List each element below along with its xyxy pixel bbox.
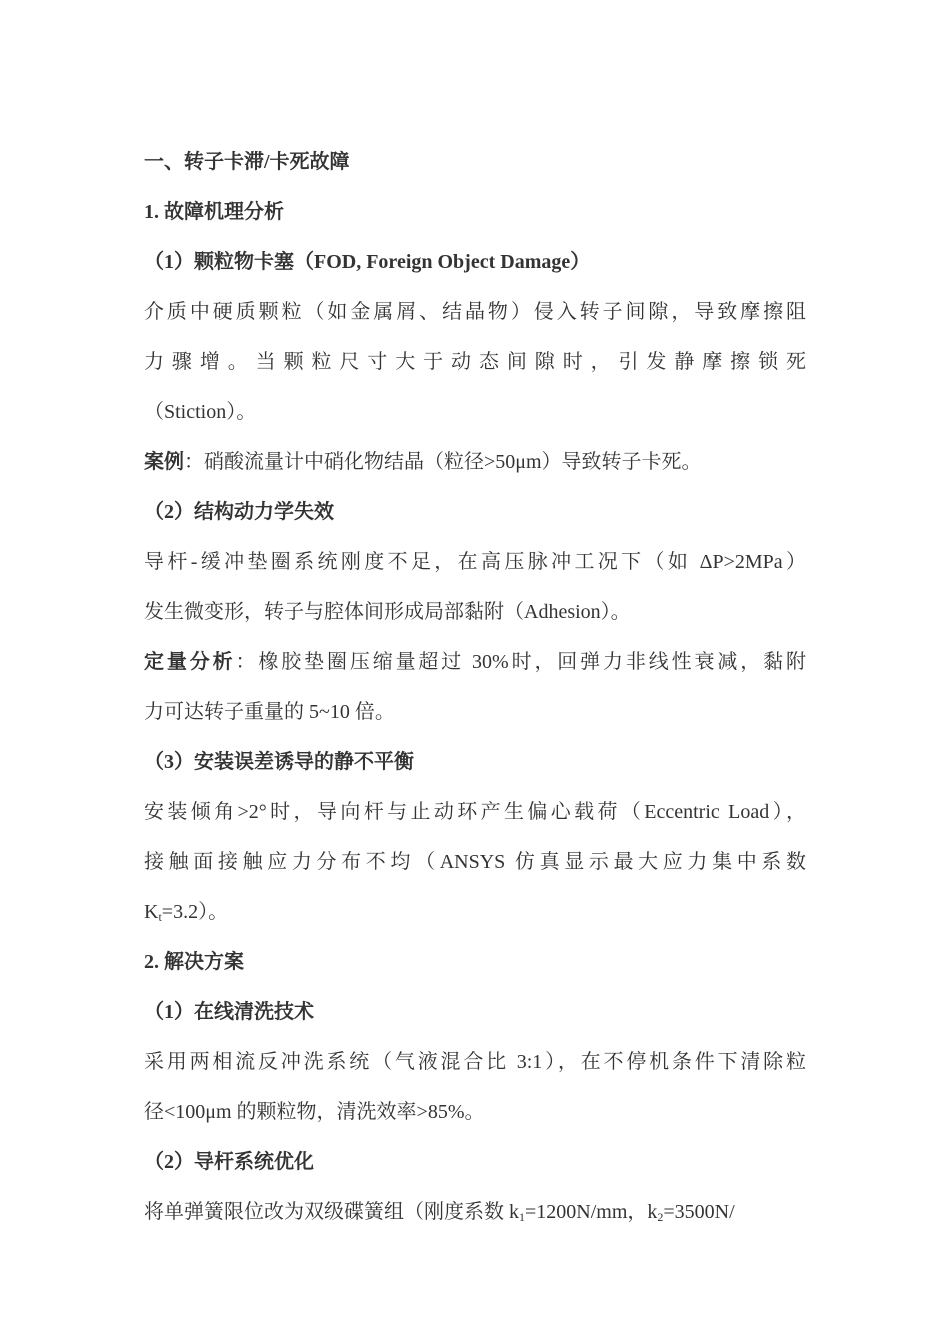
case-label: 案例	[144, 451, 184, 473]
item-heading: （1）在线清洗技术	[144, 1001, 314, 1023]
paragraph-line	[144, 887, 806, 937]
item-heading: （3）安装误差诱导的静不平衡	[144, 751, 414, 773]
item-heading: （1）颗粒物卡塞（FOD, Foreign Object Damage）	[144, 251, 591, 273]
subsection-heading: 1. 故障机理分析	[144, 201, 284, 223]
section-heading: 一、转子卡滞/卡死故障	[144, 151, 350, 173]
paragraph-line	[144, 1187, 806, 1237]
paragraph-line: 采用两相流反冲洗系统（气液混合比 3:1），在不停机条件下清除粒	[144, 1051, 806, 1073]
paragraph-text: =3.2）。	[161, 901, 229, 923]
quant-line	[144, 637, 806, 687]
symbol-subscript: t	[158, 910, 162, 924]
paragraph-text: 将单弹簧限位改为双级碟簧组（刚度系数 k	[144, 1201, 519, 1223]
paragraph-line: 发生微变形，转子与腔体间形成局部黏附（Adhesion）。	[144, 601, 631, 623]
paragraph-line: 接触面接触应力分布不均（ANSYS 仿真显示最大应力集中系数	[144, 851, 806, 873]
symbol-k: K	[144, 901, 159, 923]
paragraph-line: 安装倾角>2°时，导向杆与止动环产生偏心载荷（Eccentric Load），	[144, 801, 806, 823]
item-heading: （2）结构动力学失效	[144, 501, 334, 523]
paragraph-line: （Stiction）。	[144, 401, 257, 423]
paragraph-text: =1200N/mm，k	[525, 1201, 658, 1223]
case-text: ：硝酸流量计中硝化物结晶（粒径>50μm）导致转子卡死。	[184, 451, 702, 473]
case-line	[144, 437, 806, 487]
quant-text: ：橡胶垫圈压缩量超过 30%时，回弹力非线性衰减，黏附	[235, 651, 806, 673]
paragraph-line: 力可达转子重量的 5~10 倍。	[144, 701, 395, 723]
quant-label: 定量分析	[144, 651, 236, 673]
paragraph-text: =3500N/	[663, 1201, 735, 1223]
subsection-heading: 2. 解决方案	[144, 951, 244, 973]
item-heading: （2）导杆系统优化	[144, 1151, 314, 1173]
symbol-subscript: 2	[657, 1210, 664, 1224]
paragraph-line: 力骤增。当颗粒尺寸大于动态间隙时，引发静摩擦锁死	[144, 351, 806, 373]
paragraph-line: 介质中硬质颗粒（如金属屑、结晶物）侵入转子间隙，导致摩擦阻	[144, 301, 806, 323]
paragraph-line: 导杆-缓冲垫圈系统刚度不足，在高压脉冲工况下（如 ΔP>2MPa）	[144, 551, 806, 573]
paragraph-line: 径<100μm 的颗粒物，清洗效率>85%。	[144, 1101, 485, 1123]
symbol-subscript: 1	[519, 1210, 525, 1224]
